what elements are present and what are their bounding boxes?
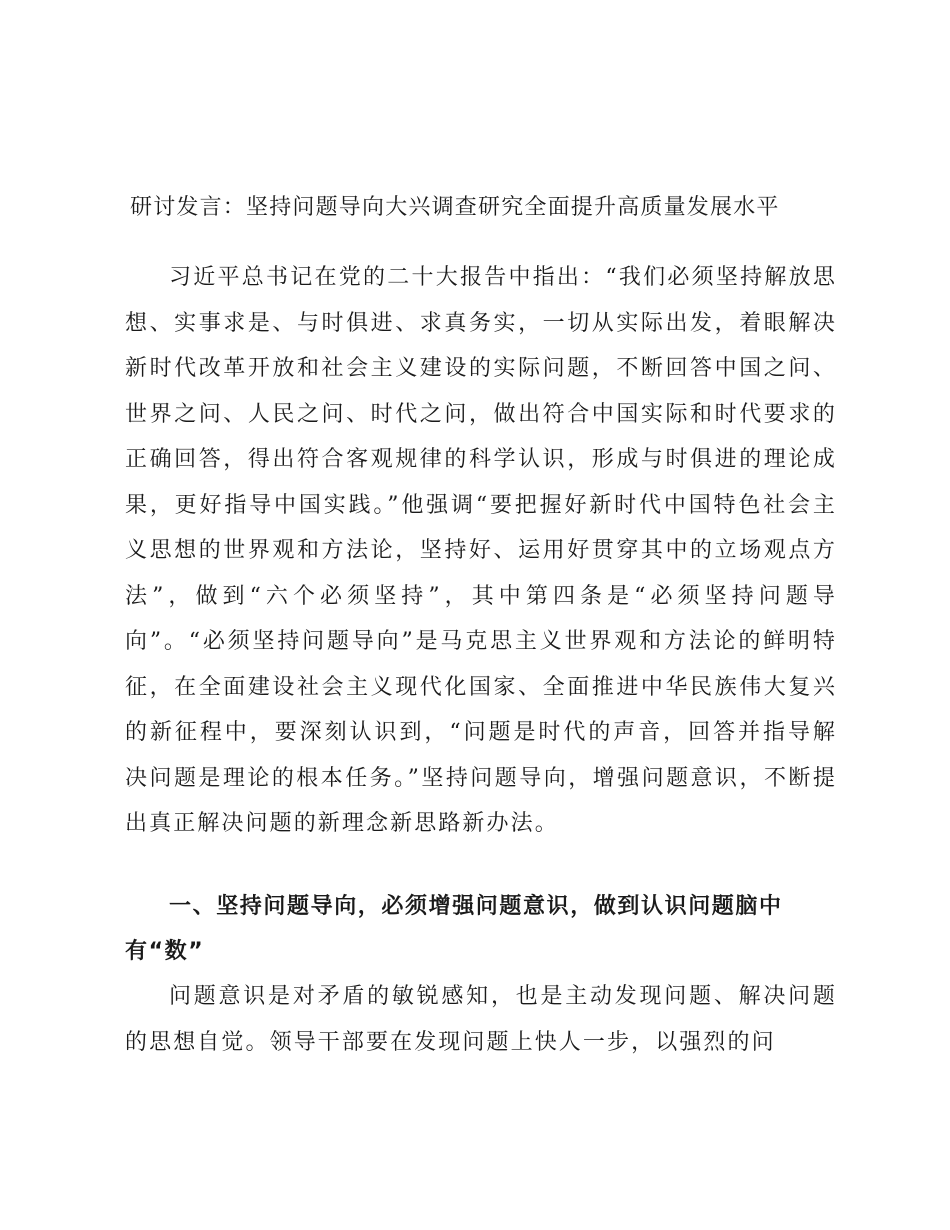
body-paragraph-1: 习近平总书记在党的二十大报告中指出：“我们必须坚持解放思想、实事求是、与时俱进、求真务实，一切从实际出发，着眼解决新时代改革开放和社会主义建设的实际问题，不断回答中国之问、世界之问、人民之问、时代之问，做出符合中国实际和时代要求的正确回答，得出符合客观规律的科学认识，形成与时俱进的理论成果，更好指导中国实践。”他强调“要把握好新时代中国特色社会主义思想的世界观和方法论，坚持好、运用好贯穿其中的立场观点方法”，做到“六个必须坚持”，其中第四条是“必须坚持问题导向”。“必须坚持问题导向”是马克思主义世界观和方法论的鲜明特征，在全面建设社会主义现代化国家、全面推进中华民族伟大复兴的新征程中，要深刻认识到，“问题是时代的声音，回答并指导解决问题是理论的根本任务。”坚持问题导向，增强问题意识，不断提出真正解决问题的新理念新思路新办法。 (125, 265, 837, 836)
body-paragraph-2: 问题意识是对矛盾的敏锐感知，也是主动发现问题、解决问题的思想自觉。领导干部要在发现问题上快人一步，以强烈的问 (125, 984, 837, 1055)
section-heading-1: 一、坚持问题导向，必须增强问题意识，做到认识问题脑中有“数” (125, 894, 783, 964)
document-title: 研讨发言：坚持问题导向大兴调查研究全面提升高质量发展水平 (130, 195, 780, 220)
